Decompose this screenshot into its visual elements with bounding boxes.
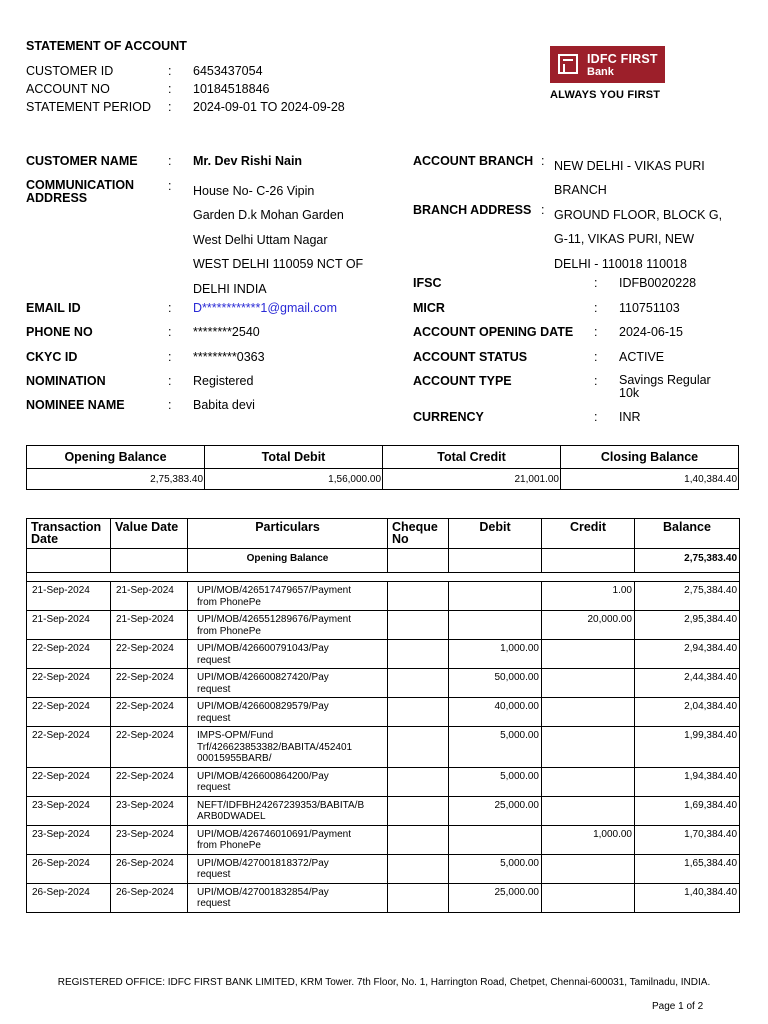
table-row	[27, 611, 740, 640]
address-line: West Delhi Uttam Nagar	[193, 232, 328, 247]
value-date-cell: 22-Sep-2024	[111, 669, 188, 698]
bank-tagline: ALWAYS YOU FIRST	[550, 89, 661, 101]
colon: :	[594, 325, 598, 339]
transaction-date-cell: 22-Sep-2024	[27, 727, 111, 768]
balance-cell: 2,75,384.40	[635, 582, 740, 611]
bank-logo-icon	[558, 54, 578, 74]
colon: :	[541, 203, 545, 217]
statement-period-label: STATEMENT PERIOD	[26, 100, 152, 114]
value-date-cell: 21-Sep-2024	[111, 582, 188, 611]
customer-name-label: CUSTOMER NAME	[26, 154, 138, 168]
transactions-header-row	[27, 519, 740, 549]
cheque-cell	[388, 767, 449, 796]
particulars-cell	[188, 767, 388, 796]
debit-cell: 40,000.00	[449, 698, 542, 727]
particulars-line: request	[197, 683, 231, 695]
micr-label: MICR	[413, 301, 445, 315]
transaction-date-cell: 26-Sep-2024	[27, 883, 111, 912]
credit-cell	[542, 854, 635, 883]
cheque-cell	[388, 582, 449, 611]
particulars-line: request	[197, 654, 231, 666]
particulars-line: 00015955BARB/	[197, 753, 272, 764]
account-type-value	[619, 374, 711, 399]
balance-cell: 1,94,384.40	[635, 767, 740, 796]
credit-cell	[542, 669, 635, 698]
branch-line: BRANCH	[554, 183, 607, 198]
opening-date-value: 2024-06-15	[619, 325, 683, 339]
account-no-value: 10184518846	[193, 82, 270, 96]
colon: :	[594, 374, 598, 388]
particulars-line: ARB0DWADEL	[197, 811, 266, 822]
colon: :	[168, 301, 172, 315]
transaction-date-cell: 22-Sep-2024	[27, 669, 111, 698]
column-header: Value Date	[111, 519, 188, 549]
summary-header: Opening Balance	[27, 446, 205, 469]
closing-balance-value: 1,40,384.40	[561, 469, 739, 490]
customer-id-label: CUSTOMER ID	[26, 64, 114, 78]
colon: :	[168, 179, 172, 193]
colon: :	[541, 154, 545, 168]
cheque-cell	[388, 698, 449, 727]
value-date-cell: 23-Sep-2024	[111, 796, 188, 825]
colon: :	[168, 350, 172, 364]
colon: :	[168, 82, 172, 96]
particulars-line: UPI/MOB/426551289676/Payment	[197, 614, 351, 625]
account-branch-value	[554, 154, 705, 203]
bank-logo	[550, 46, 665, 83]
credit-cell	[542, 883, 635, 912]
table-cell	[111, 549, 188, 573]
balance-cell: 2,95,384.40	[635, 611, 740, 640]
particulars-line: UPI/MOB/426600829579/Pay	[197, 701, 329, 712]
balance-cell: 2,44,384.40	[635, 669, 740, 698]
table-row	[27, 825, 740, 854]
account-type-line: Savings Regular	[619, 373, 711, 387]
transactions-table	[26, 518, 740, 913]
colon: :	[594, 350, 598, 364]
branch-address-line: DELHI - 110018 110018	[554, 256, 687, 271]
table-row	[27, 854, 740, 883]
statement-period-value: 2024-09-01 TO 2024-09-28	[193, 100, 345, 114]
balance-summary-table	[26, 445, 739, 490]
particulars-cell	[188, 796, 388, 825]
column-header: Debit	[449, 519, 542, 549]
table-row	[27, 669, 740, 698]
particulars-cell	[188, 698, 388, 727]
cheque-cell	[388, 825, 449, 854]
debit-cell: 25,000.00	[449, 796, 542, 825]
particulars-line: IMPS-OPM/Fund	[197, 730, 274, 741]
debit-cell: 5,000.00	[449, 767, 542, 796]
cheque-cell	[388, 883, 449, 912]
particulars-line: UPI/MOB/426600864200/Pay	[197, 770, 329, 782]
column-header: Transaction Date	[27, 519, 111, 549]
summary-header: Total Debit	[205, 446, 383, 469]
transaction-date-cell: 26-Sep-2024	[27, 854, 111, 883]
summary-header: Total Credit	[383, 446, 561, 469]
account-no-row	[26, 80, 426, 98]
transaction-date-cell: 22-Sep-2024	[27, 640, 111, 669]
value-date-cell: 26-Sep-2024	[111, 854, 188, 883]
column-header: Particulars	[188, 519, 388, 549]
particulars-line: Trf/426623853382/BABITA/452401	[197, 741, 353, 753]
credit-cell	[542, 767, 635, 796]
ckyc-value: *********0363	[193, 350, 265, 364]
colon: :	[168, 325, 172, 339]
colon: :	[594, 410, 598, 424]
column-header: Balance	[635, 519, 740, 549]
account-type-line: 10k	[619, 385, 640, 400]
balance-cell: 1,70,384.40	[635, 825, 740, 854]
colon: :	[594, 276, 598, 290]
particulars-line: request	[197, 898, 231, 909]
transactions-body	[27, 549, 740, 913]
cheque-cell	[388, 727, 449, 768]
micr-value: 110751103	[619, 301, 680, 315]
particulars-line: from PhonePe	[197, 840, 261, 851]
opening-balance-value: 2,75,383.40	[27, 469, 205, 490]
summary-header-row	[27, 446, 739, 469]
particulars-line: request	[197, 869, 231, 880]
balance-cell: 1,40,384.40	[635, 883, 740, 912]
particulars-line: NEFT/IDFBH24267239353/BABITA/B	[197, 799, 365, 811]
colon: :	[168, 100, 172, 114]
total-credit-value: 21,001.00	[383, 469, 561, 490]
branch-address-label: BRANCH ADDRESS	[413, 203, 532, 217]
branch-address-line: G-11, VIKAS PURI, NEW	[554, 232, 695, 247]
transaction-date-cell: 23-Sep-2024	[27, 796, 111, 825]
branch-address-value	[554, 203, 722, 276]
account-status-value: ACTIVE	[619, 350, 665, 364]
address-line: Garden D.k Mohan Garden	[193, 208, 344, 223]
particulars-line: request	[197, 712, 231, 724]
debit-cell	[449, 825, 542, 854]
value-date-cell: 22-Sep-2024	[111, 698, 188, 727]
table-row	[27, 727, 740, 768]
colon: :	[168, 64, 172, 78]
page-number: Page 1 of 2	[652, 1001, 704, 1012]
customer-id-value: 6453437054	[193, 64, 263, 78]
colon: :	[168, 154, 172, 168]
particulars-cell	[188, 727, 388, 768]
colon: :	[168, 398, 172, 412]
cheque-cell	[388, 796, 449, 825]
transaction-date-cell: 21-Sep-2024	[27, 582, 111, 611]
particulars-cell	[188, 640, 388, 669]
credit-cell	[542, 698, 635, 727]
opening-balance-amount: 2,75,383.40	[635, 549, 740, 573]
bank-logo-name: IDFC FIRST	[587, 52, 658, 66]
balance-cell: 1,69,384.40	[635, 796, 740, 825]
currency-value: INR	[619, 410, 641, 424]
cheque-cell	[388, 854, 449, 883]
account-type-label: ACCOUNT TYPE	[413, 374, 512, 388]
particulars-line: from PhonePe	[197, 625, 261, 637]
registered-office-footer: REGISTERED OFFICE: IDFC FIRST BANK LIMITED, KRM Tower. 7th Floor, No. 1, Harrington Road, Chetpet, Chennai-600031, Tamilnadu, INDIA.	[57, 977, 711, 988]
account-status-label: ACCOUNT STATUS	[413, 350, 528, 364]
balance-cell: 2,04,384.40	[635, 698, 740, 727]
address-value	[193, 179, 363, 301]
colon: :	[594, 301, 598, 315]
account-no-label: ACCOUNT NO	[26, 82, 110, 96]
value-date-cell: 21-Sep-2024	[111, 611, 188, 640]
bank-logo-subname: Bank	[587, 66, 614, 78]
table-cell	[542, 549, 635, 573]
debit-cell: 50,000.00	[449, 669, 542, 698]
particulars-line: UPI/MOB/427001818372/Pay	[197, 857, 329, 869]
particulars-line: from PhonePe	[197, 596, 261, 608]
particulars-line: UPI/MOB/426746010691/Payment	[197, 828, 351, 840]
cheque-cell	[388, 640, 449, 669]
particulars-line: request	[197, 782, 231, 793]
currency-label: CURRENCY	[413, 410, 484, 424]
table-cell	[388, 549, 449, 573]
debit-cell: 25,000.00	[449, 883, 542, 912]
transaction-date-cell: 22-Sep-2024	[27, 767, 111, 796]
value-date-cell: 22-Sep-2024	[111, 767, 188, 796]
particulars-cell	[188, 883, 388, 912]
statement-period-row	[26, 98, 426, 116]
colon: :	[168, 374, 172, 388]
branch-line: NEW DELHI - VIKAS PURI	[554, 159, 705, 173]
particulars-line: UPI/MOB/427001832854/Pay	[197, 886, 329, 898]
nominee-value: Babita devi	[193, 398, 255, 412]
branch-address-line: GROUND FLOOR, BLOCK G,	[554, 208, 723, 222]
value-date-cell: 26-Sep-2024	[111, 883, 188, 912]
account-branch-label: ACCOUNT BRANCH	[413, 154, 534, 168]
ifsc-label: IFSC	[413, 276, 442, 290]
cheque-cell	[388, 611, 449, 640]
spacer-row	[27, 573, 740, 582]
nomination-value: Registered	[193, 374, 254, 388]
particulars-cell	[188, 825, 388, 854]
table-row	[27, 640, 740, 669]
credit-cell: 1.00	[542, 582, 635, 611]
statement-title: STATEMENT OF ACCOUNT	[26, 39, 187, 53]
table-row	[27, 698, 740, 727]
particulars-cell	[188, 854, 388, 883]
value-date-cell: 22-Sep-2024	[111, 727, 188, 768]
ckyc-label: CKYC ID	[26, 350, 78, 364]
particulars-cell	[188, 669, 388, 698]
column-header: Cheque No	[388, 519, 449, 549]
particulars-line: UPI/MOB/426600827420/Pay	[197, 672, 329, 683]
debit-cell: 5,000.00	[449, 854, 542, 883]
debit-cell: 1,000.00	[449, 640, 542, 669]
value-date-cell: 22-Sep-2024	[111, 640, 188, 669]
table-row	[27, 582, 740, 611]
total-debit-value: 1,56,000.00	[205, 469, 383, 490]
customer-name-value: Mr. Dev Rishi Nain	[193, 154, 303, 168]
debit-cell: 5,000.00	[449, 727, 542, 768]
debit-cell	[449, 582, 542, 611]
nomination-label: NOMINATION	[26, 374, 106, 388]
address-label-line: COMMUNICATION	[26, 178, 135, 192]
credit-cell	[542, 727, 635, 768]
table-cell	[27, 549, 111, 573]
table-row	[27, 883, 740, 912]
address-line: WEST DELHI 110059 NCT OF	[193, 257, 364, 272]
phone-value: ********2540	[193, 325, 260, 339]
opening-balance-label: Opening Balance	[188, 549, 388, 573]
transaction-date-cell: 22-Sep-2024	[27, 698, 111, 727]
customer-id-row	[26, 62, 426, 80]
opening-date-label: ACCOUNT OPENING DATE	[413, 325, 574, 339]
particulars-line: UPI/MOB/426517479657/Payment	[197, 585, 351, 596]
address-label	[26, 179, 134, 205]
balance-cell: 1,99,384.40	[635, 727, 740, 768]
address-line: House No- C-26 Vipin	[193, 184, 315, 198]
credit-cell	[542, 640, 635, 669]
particulars-line: UPI/MOB/426600791043/Pay	[197, 643, 329, 654]
phone-label: PHONE NO	[26, 325, 93, 339]
debit-cell	[449, 611, 542, 640]
value-date-cell: 23-Sep-2024	[111, 825, 188, 854]
particulars-cell	[188, 611, 388, 640]
spacer-cell	[27, 573, 740, 582]
transaction-date-cell: 21-Sep-2024	[27, 611, 111, 640]
balance-cell: 1,65,384.40	[635, 854, 740, 883]
email-label: EMAIL ID	[26, 301, 81, 315]
cheque-cell	[388, 669, 449, 698]
statement-header-info	[26, 62, 426, 118]
column-header: Credit	[542, 519, 635, 549]
balance-cell: 2,94,384.40	[635, 640, 740, 669]
table-row	[27, 767, 740, 796]
nominee-label: NOMINEE NAME	[26, 398, 125, 412]
opening-balance-row	[27, 549, 740, 573]
address-label-line: ADDRESS	[26, 191, 88, 205]
transaction-date-cell: 23-Sep-2024	[27, 825, 111, 854]
table-cell	[449, 549, 542, 573]
particulars-cell	[188, 582, 388, 611]
summary-header: Closing Balance	[561, 446, 739, 469]
credit-cell	[542, 796, 635, 825]
address-line: DELHI INDIA	[193, 281, 267, 296]
table-row	[27, 796, 740, 825]
ifsc-value: IDFB0020228	[619, 276, 697, 290]
email-value[interactable]: D************1@gmail.com	[193, 301, 338, 315]
credit-cell: 20,000.00	[542, 611, 635, 640]
summary-value-row	[27, 469, 739, 490]
credit-cell: 1,000.00	[542, 825, 635, 854]
